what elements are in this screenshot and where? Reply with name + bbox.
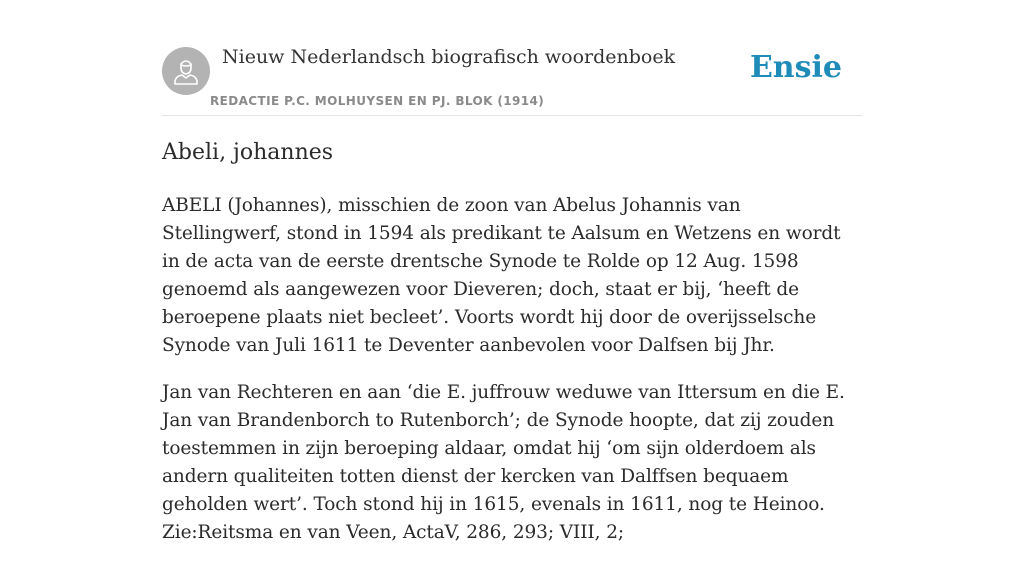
article-page (162, 0, 862, 543)
source-title[interactable]: Nieuw Nederlandsch biografisch woordenboek (222, 46, 676, 68)
source-subtitle: REDACTIE P.C. MOLHUYSEN EN PJ. BLOK (1914) (210, 94, 545, 108)
entry-title: Abeli, johannes (162, 140, 334, 165)
source-header (162, 0, 862, 116)
paragraph: Jan van Rechteren en aan ‘die E. juffrouw weduwe van Ittersum en die E. Jan van Brandenborch to Rutenborch’; de Synode hoopte, dat zij zouden toestemmen in zijn beroeping aldaar, omdat hij ‘om sijn olderdoem als andern qualiteiten totten dienst der kercken van Dalffsen bequaem geholden wert’. Toch stond hij in 1615, evenals in 1611, nog te Heinoo. Zie:Reitsma en van Veen, ActaV, 286, 293; VIII, 2; (162, 382, 845, 543)
entry-body (162, 192, 862, 566)
user-icon (172, 56, 200, 86)
ensie-logo[interactable]: Ensie (749, 50, 842, 85)
avatar[interactable] (162, 47, 210, 95)
paragraph: ABELI (Johannes), misschien de zoon van Abelus Johannis van Stellingwerf, stond in 1594 als predikant te Aalsum en Wetzens en wordt in de acta van de eerste drentsche Synode te Rolde op 12 Aug. 1598 genoemd als aangewezen voor Dieveren; doch, staat er bij, ‘heeft de beroepene plaats niet becleet’. Voorts wordt hij door de overijsselsche Synode van Juli 1611 te Deventer aanbevolen voor Dalfsen bij Jhr. (162, 195, 841, 356)
